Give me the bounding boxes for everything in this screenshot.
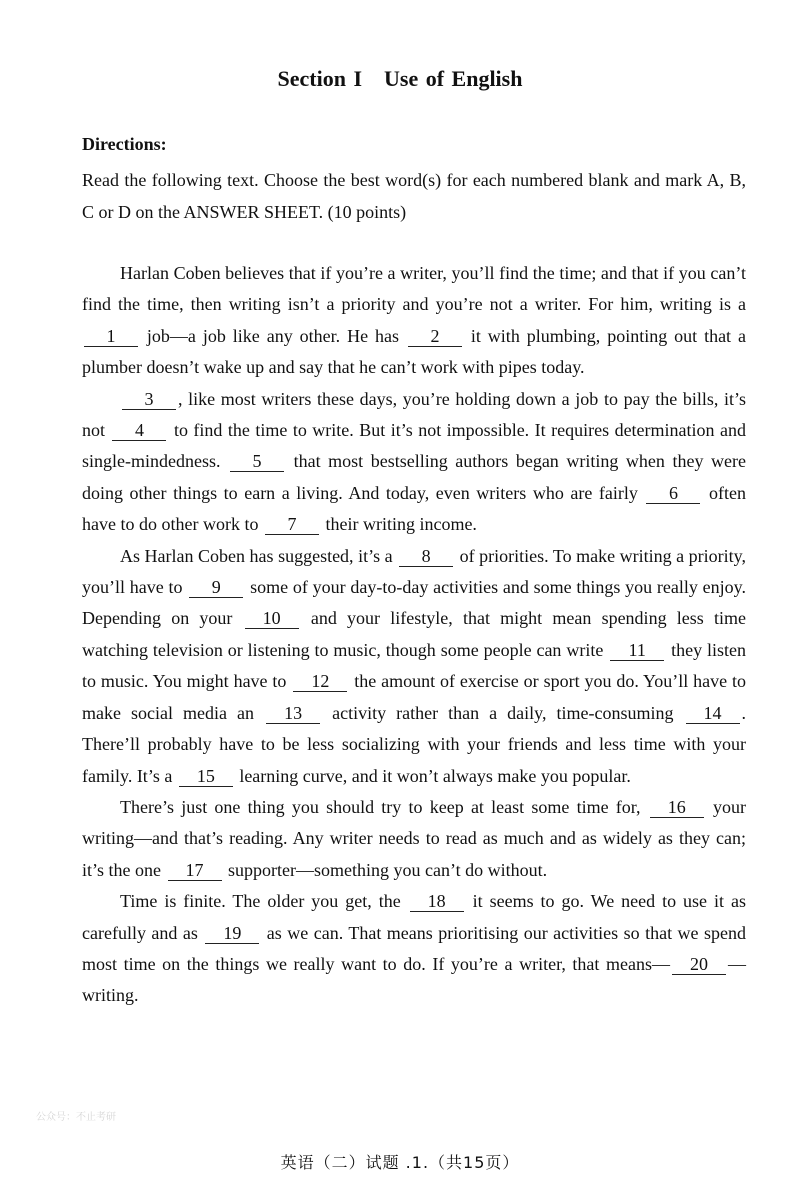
blank-15: 15 <box>179 766 233 787</box>
passage-text: As Harlan Coben has suggested, it’s a <box>120 545 398 566</box>
passage-text: they listen to music. You might have to <box>82 639 746 692</box>
blank-9: 9 <box>189 577 243 598</box>
passage-text: of priorities. To make writing a priority, you’ll have to <box>82 545 747 598</box>
blank-5: 5 <box>230 451 284 472</box>
passage-text: supporter—something you can’t do without. <box>223 859 548 880</box>
blank-7: 7 <box>265 514 319 535</box>
passage-text: it with plumbing, pointing out that a plumber doesn’t wake up and say that he can’t work with pipes today. <box>82 325 746 378</box>
blank-18: 18 <box>410 891 464 912</box>
passage-text: that most bestselling authors began writing when they were doing other things to earn a living. And today, even writers who are fairly <box>82 451 746 503</box>
passage-text: often have to do other work to <box>82 482 747 535</box>
section-number: Section I <box>277 66 362 91</box>
blank-13: 13 <box>266 703 320 724</box>
passage-text: job—a job like any other. He has <box>140 325 406 346</box>
directions-heading: Directions: <box>82 134 167 154</box>
blank-6: 6 <box>646 483 700 504</box>
passage-text: it seems to go. We need to use it as carefully and as <box>82 891 746 943</box>
blank-12: 12 <box>293 671 347 692</box>
blank-3: 3 <box>122 389 176 410</box>
blank-1: 1 <box>84 326 138 347</box>
paragraph-1 <box>82 258 746 384</box>
paragraph-3 <box>82 541 746 792</box>
blank-14: 14 <box>686 703 740 724</box>
passage-text: . There’ll probably have to be less socializing with your friends and less time with your family. It’s a <box>82 702 747 786</box>
blank-20: 20 <box>672 954 726 975</box>
passage <box>82 258 746 1012</box>
blank-17: 17 <box>168 860 222 881</box>
paragraph-2 <box>82 384 746 541</box>
passage-text: the amount of exercise or sport you do. You’ll have to make social media an <box>82 671 746 723</box>
blank-8: 8 <box>399 546 453 567</box>
blank-11: 11 <box>610 640 664 661</box>
paragraph-5 <box>82 886 746 1012</box>
blank-4: 4 <box>112 420 166 441</box>
passage-text: —writing. <box>82 953 746 1006</box>
passage-text: and your lifestyle, that might mean spending less time watching television or listening to music, though some people can write <box>82 608 746 660</box>
passage-text: , like most writers these days, you’re holding down a job to pay the bills, it’s not <box>82 388 746 441</box>
passage-text: learning curve, and it won’t always make you popular. <box>234 765 631 786</box>
passage-text: activity rather than a daily, time-consuming <box>322 702 684 723</box>
passage-text: Time is finite. The older you get, the <box>120 891 408 912</box>
passage-text: some of your day-to-day activities and some things you really enjoy. Depending on your <box>82 577 746 629</box>
section-title <box>0 66 800 92</box>
passage-text: as we can. That means prioritising our activities so that we spend most time on the things we really want to do. If you’re a writer, that means— <box>82 922 746 974</box>
blank-10: 10 <box>245 608 299 629</box>
passage-text: to find the time to write. But it’s not impossible. It requires determination and single-mindedness. <box>82 420 746 472</box>
directions-text: Read the following text. Choose the best word(s) for each numbered blank and mark A, B, C or D on the ANSWER SHEET. (10 points) <box>82 170 746 222</box>
passage-text: There’s just one thing you should try to keep at least some time for, <box>120 796 648 817</box>
watermark: 公众号：不止考研 <box>36 1112 116 1123</box>
paragraph-4 <box>82 792 746 886</box>
blank-19: 19 <box>205 923 259 944</box>
passage-text: your writing—and that’s reading. Any writer needs to read as much and as widely as they can; it’s the one <box>82 796 746 880</box>
passage-text: Harlan Coben believes that if you’re a writer, you’ll find the time; and that if you can’t find the time, then writing isn’t a priority and you’re not a writer. For him, writing is a <box>82 263 746 315</box>
section-name: Use of English <box>384 66 523 91</box>
blank-2: 2 <box>408 326 462 347</box>
page-footer: 英语（二）试题 .1.（共15页） <box>280 1153 520 1172</box>
passage-text: their writing income. <box>320 514 477 535</box>
blank-16: 16 <box>650 797 704 818</box>
